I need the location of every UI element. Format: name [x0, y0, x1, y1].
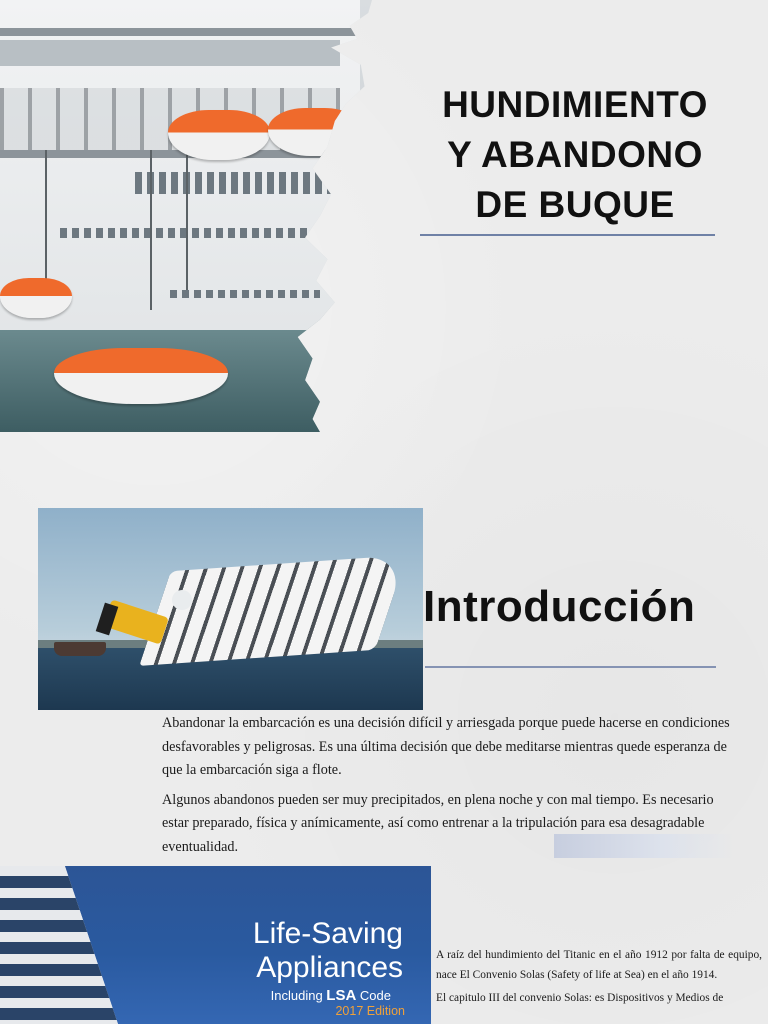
lifeboat [0, 278, 72, 318]
capsized-ship-photo [38, 508, 423, 710]
book-title-line: Appliances [256, 951, 403, 984]
book-title-line: Life-Saving [252, 917, 403, 950]
book-subtitle [271, 987, 391, 1004]
title-line: HUNDIMIENTO [442, 84, 708, 125]
ship-windows [135, 172, 335, 194]
davit-cable [150, 150, 152, 310]
tug-boat [54, 642, 106, 656]
davit-cable [45, 150, 47, 280]
intro-heading: Introducción [423, 582, 696, 631]
title-line: DE BUQUE [475, 184, 675, 225]
lifeboat [54, 348, 228, 404]
intro-divider [425, 666, 716, 668]
title-line: Y ABANDONO [447, 134, 703, 175]
lsa-book-cover [0, 866, 431, 1024]
book-edition: 2017 Edition [335, 1004, 405, 1018]
book-subtitle-bold: LSA [326, 987, 357, 1004]
title-divider [420, 234, 715, 236]
ship-side-graphic [0, 866, 118, 1024]
ship-windows [60, 228, 320, 238]
radar-dome [172, 590, 192, 610]
solas-text [436, 946, 762, 1013]
book-subtitle-prefix: Including [270, 988, 327, 1003]
ship-deck-line [0, 28, 360, 36]
ship-deck-shadow [0, 40, 340, 66]
davit-cable [186, 150, 188, 290]
lifeboat [168, 110, 270, 160]
solas-paragraph: El capitulo III del convenio Solas: es Dispositivos y Medios de [436, 992, 724, 1004]
book-subtitle-suffix: Code [356, 988, 391, 1003]
accent-band [554, 834, 734, 858]
solas-paragraph: A raíz del hundimiento del Titanic en el año 1912 por falta de equipo, nace El Convenio Solas (Safety of life at Sea) en el año 1914. [436, 949, 762, 981]
intro-paragraph: Algunos abandonos pueden ser muy precipitados, en plena noche y con mal tiempo. Es necesario estar preparado, física y anímicamente, así como entrenar a la tripulación para esa desagradable eventualidad. [162, 791, 714, 855]
intro-paragraph: Abandonar la embarcación es una decisión difícil y arriesgada porque puede hacerse en condiciones desfavorables y peligrosas. Es una última decisión que debe meditarse mientras quede esperanza de que la embarcación siga a flote. [162, 715, 730, 778]
capsized-ship-hull [139, 555, 407, 666]
ship-windows [170, 290, 320, 298]
page-title [400, 80, 750, 230]
